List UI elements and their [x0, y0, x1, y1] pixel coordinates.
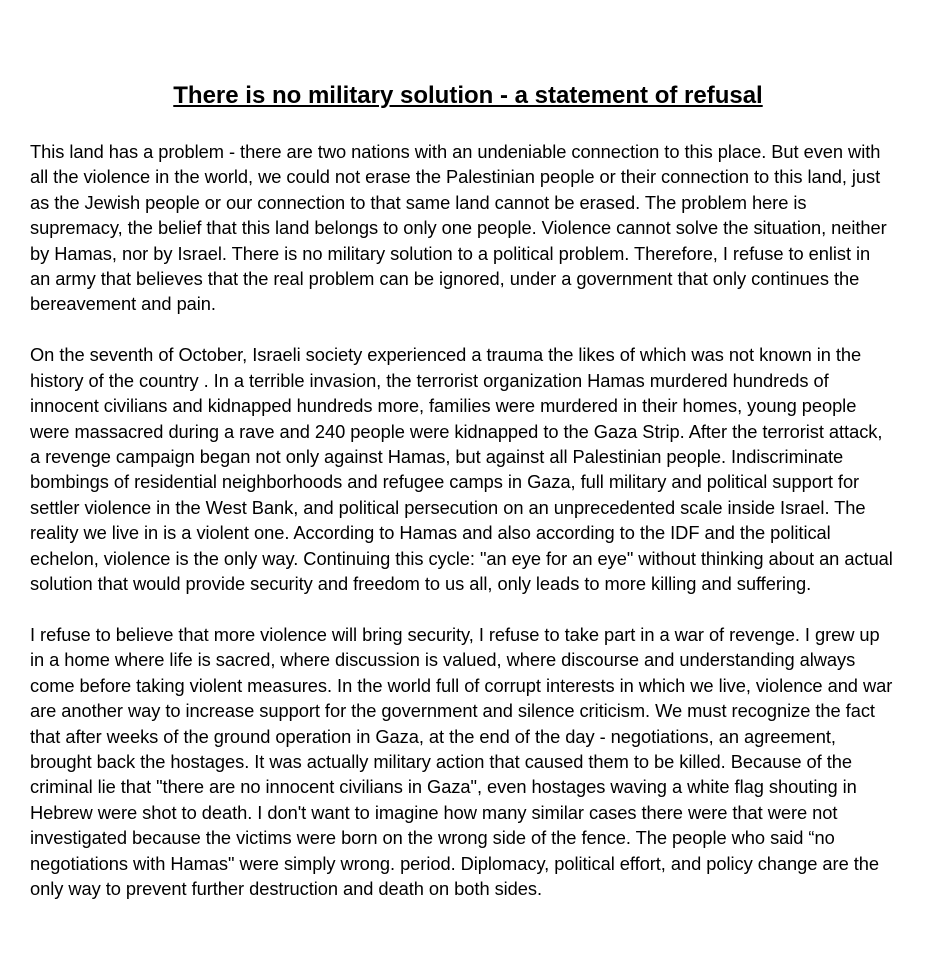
paragraph-3: I refuse to believe that more violence will bring security, I refuse to take part in a war of revenge. I grew up in a home where life is sacred, where discussion is valued, where discourse and understanding always come before taking violent measures. In the world full of corrupt interests in which we live, violence and war are another way to increase support for the government and silence criticism. We must recognize the fact that after weeks of the ground operation in Gaza, at the end of the day - negotiations, an agreement, brought back the hostages. It was actually military action that caused them to be killed. Because of the criminal lie that "there are no innocent civilians in Gaza", even hostages waving a white flag shouting in Hebrew were shot to death. I don't want to imagine how many similar cases there were that were not investigated because the victims were born on the wrong side of the fence. The people who said “no negotiations with Hamas" were simply wrong. period. Diplomacy, political effort, and policy change are the only way to prevent further destruction and death on both sides.: [30, 623, 893, 899]
paragraph-1: This land has a problem - there are two nations with an undeniable connection to this place. But even with all the violence in the world, we could not erase the Palestinian people or their connection to this land, just as the Jewish people or our connection to that same land cannot be erased. The problem here is supremacy, the belief that this land belongs to only one people. Violence cannot solve the situation, neither by Hamas, nor by Israel. There is no military solution to a political problem. Therefore, I refuse to enlist in an army that believes that the real problem can be ignored, under a government that only continues the bereavement and pain.: [30, 141, 887, 315]
paragraph-2: On the seventh of October, Israeli society experienced a trauma the likes of which was not known in the history of the country . In a terrible invasion, the terrorist organization Hamas murdered hundreds of innocent civilians and kidnapped hundreds more, families were murdered in their homes, young people were massacred during a rave and 240 people were kidnapped to the Gaza Strip. After the terrorist attack, a revenge campaign began not only against Hamas, but against all Palestinian people. Indiscriminate bombings of residential neighborhoods and refugee camps in Gaza, full military and political support for settler violence in the West Bank, and political persecution on an unprecedented scale inside Israel. The reality we live in is a violent one. According to Hamas and also according to the IDF and the political echelon, violence is the only way. Continuing this cycle: "an eye for an eye" without thinking about an actual solution that would provide security and freedom to us all, only leads to more killing and suffering.: [30, 344, 893, 594]
document-title: There is no military solution - a statement of refusal: [173, 82, 763, 109]
